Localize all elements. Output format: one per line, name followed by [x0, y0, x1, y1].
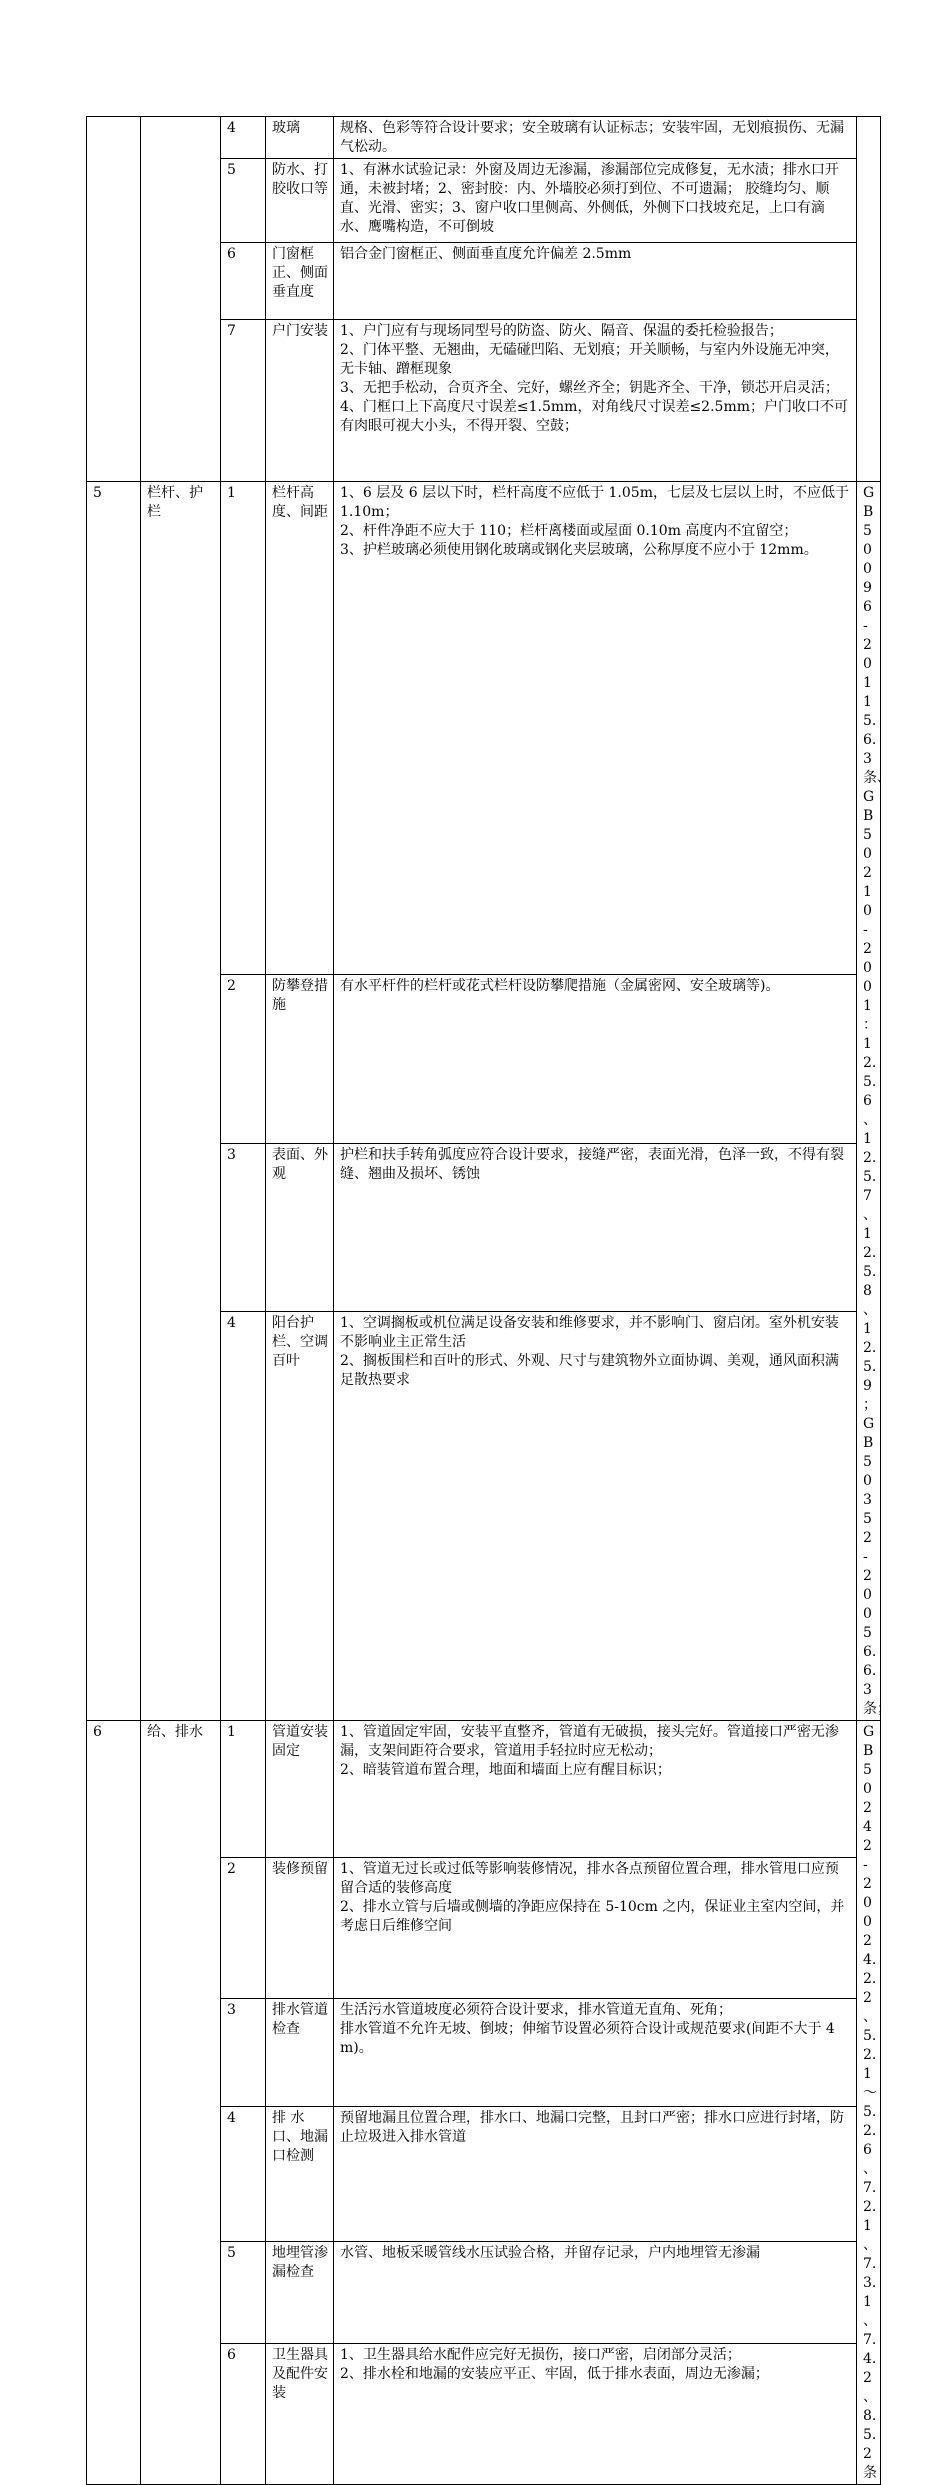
- standard-cell: [857, 117, 881, 482]
- sub-number-cell: 2: [221, 975, 266, 1143]
- sub-number-cell: 4: [221, 117, 266, 159]
- sub-number-cell: 5: [221, 159, 266, 243]
- sub-number-cell: 1: [221, 482, 266, 975]
- group-number-cell: 6: [87, 1721, 141, 2485]
- requirement-line: 1、管道固定牢固，安装平直整齐，管道有无破损，接头完好。管道接口严密无渗漏，支架间距符合要求，管道用手轻拉时应无松动；: [340, 1724, 839, 1759]
- requirement-cell: [334, 117, 857, 159]
- requirement-cell: [334, 482, 857, 975]
- requirement-line: 1、空调搁板或机位满足设备安装和维修要求，并不影响门、窗启闭。室外机安装不影响业主正常生活: [340, 1315, 839, 1350]
- requirement-line: 4、门框口上下高度尺寸误差≤1.5mm，对角线尺寸误差≤2.5mm；户门收口不可有肉眼可视大小头，不得开裂、空鼓；: [340, 399, 848, 434]
- requirement-line: 水管、地板采暖管线水压试验合格，并留存记录，户内地埋管无渗漏: [340, 2245, 760, 2262]
- item-name-cell: 门窗框正、侧面垂直度: [266, 243, 334, 320]
- item-name-cell: 户门安装: [266, 320, 334, 482]
- requirement-cell: [334, 975, 857, 1143]
- requirement-cell: [334, 2344, 857, 2485]
- requirement-line: 2、排水栓和地漏的安装应平正、牢固，低于排水表面，周边无渗漏；: [340, 2366, 769, 2383]
- item-name-cell: 地埋管渗漏检查: [266, 2242, 334, 2344]
- item-name-cell: 防水、打胶收口等: [266, 159, 334, 243]
- table-row: [87, 482, 881, 975]
- requirement-line: 2、门体平整、无翘曲，无磕碰凹陷、无划痕；开关顺畅，与室内外设施无冲突，无卡轴、蹭框现象: [340, 342, 839, 377]
- item-name-cell: 栏杆高度、间距: [266, 482, 334, 975]
- requirement-line: 1、管道无过长或过低等影响装修情况，排水各点预留位置合理，排水管甩口应预留合适的装修高度: [340, 1861, 839, 1897]
- item-name-cell: 卫生器具及配件安装: [266, 2344, 334, 2485]
- requirement-cell: [334, 320, 857, 482]
- requirement-line: 预留地漏且位置合理，排水口、地漏口完整，且封口严密；排水口应进行封堵，防止垃圾进入排水管道: [340, 2109, 844, 2145]
- requirement-cell: [334, 1143, 857, 1311]
- sub-number-cell: 2: [221, 1858, 266, 1999]
- item-name-cell: 防攀登措施: [266, 975, 334, 1143]
- sub-number-cell: 3: [221, 1143, 266, 1311]
- sub-number-cell: 1: [221, 1721, 266, 1858]
- item-name-cell: 排水管道检查: [266, 1999, 334, 2106]
- item-name-cell: 装修预留: [266, 1858, 334, 1999]
- item-name-cell: 阳台护栏、空调百叶: [266, 1312, 334, 1721]
- requirement-line: 生活污水管道坡度必须符合设计要求，排水管道无直角、死角；: [340, 2002, 732, 2019]
- requirement-line: 2、排水立管与后墙或侧墙的净距应保持在 5-10cm 之内，保证业主室内空间，并考虑日后维修空间: [340, 1899, 845, 1935]
- requirement-line: 1、6 层及 6 层以下时，栏杆高度不应低于 1.05m，七层及七层以上时，不应低于 1.10m；: [340, 485, 849, 520]
- item-name-cell: 玻璃: [266, 117, 334, 159]
- requirement-cell: [334, 1312, 857, 1721]
- requirement-line: 1、户门应有与现场同型号的防盗、防火、隔音、保温的委托检验报告；: [340, 323, 783, 339]
- inspection-table: [86, 116, 891, 2485]
- sub-number-cell: 6: [221, 243, 266, 320]
- item-name-cell: 表面、外观: [266, 1143, 334, 1311]
- group-number-cell: 5: [87, 482, 141, 1721]
- sub-number-cell: 7: [221, 320, 266, 482]
- requirement-line: 1、有淋水试验记录：外窗及周边无渗漏，渗漏部位完成修复，无水渍；排水口开通，未被封堵；2、密封胶：内、外墙胶必须打到位、不可遗漏； 胶缝均匀、顺直、光滑、密实；3、窗户收口里侧高、外侧低，外侧下口找坡充足，上口有滴水、鹰嘴构造，不可倒坡: [340, 162, 839, 235]
- requirement-cell: [334, 243, 857, 320]
- table-row: [87, 1721, 881, 1858]
- item-name-cell: 排 水口、地漏口检测: [266, 2106, 334, 2242]
- requirement-line: 有水平杆件的栏杆或花式栏杆设防攀爬措施（金属密网、安全玻璃等)。: [340, 978, 780, 995]
- requirement-cell: [334, 159, 857, 243]
- sub-number-cell: 3: [221, 1999, 266, 2106]
- requirement-line: 规格、色彩等符合设计要求；安全玻璃有认证标志；安装牢固，无划痕损伤、无漏气松动。: [340, 120, 844, 155]
- requirement-cell: [334, 2106, 857, 2242]
- sub-number-cell: 6: [221, 2344, 266, 2485]
- requirement-line: 护栏和扶手转角弧度应符合设计要求，接缝严密，表面光滑，色泽一致，不得有裂缝、翘曲及损坏、锈蚀: [340, 1146, 844, 1182]
- sub-number-cell: 5: [221, 2242, 266, 2344]
- requirement-line: 2、搁板围栏和百叶的形式、外观、尺寸与建筑物外立面协调、美观，通风面积满足散热要求: [340, 1353, 839, 1388]
- requirement-cell: [334, 2242, 857, 2344]
- requirement-line: 2、暗装管道布置合理，地面和墙面上应有醒目标识；: [340, 1762, 671, 1778]
- table-row: [87, 117, 881, 159]
- requirement-cell: [334, 1721, 857, 1858]
- group-name-cell: [141, 117, 221, 482]
- standard-cell: GB50242-2002 4.2.2 、5.2.1 ～ 5.2.6 、7.2.1 、7.3.1 、7.4.2 、8.5.2 条: [857, 1721, 881, 2485]
- sub-number-cell: 4: [221, 2106, 266, 2242]
- requirement-cell: [334, 1999, 857, 2106]
- group-name-cell: 给、排水: [141, 1721, 221, 2485]
- group-name-cell: 栏杆、护栏: [141, 482, 221, 1721]
- requirement-line: 1、卫生器具给水配件应完好无损伤，接口严密，启闭部分灵活；: [340, 2347, 741, 2364]
- requirement-line: 排水管道不允许无坡、倒坡；伸缩节设置必须符合设计或规范要求(间距不大于 4m)。: [340, 2021, 835, 2057]
- requirement-cell: [334, 1858, 857, 1999]
- sub-number-cell: 4: [221, 1312, 266, 1721]
- group-number-cell: [87, 117, 141, 482]
- standard-cell: GB50096-2011 5.6.3 条、GB50210-2001 ：12.5.6 、12.5.7 、12.5.8 、12.5.9 ；GB50352-2005 6.6.3 条；: [857, 482, 881, 1721]
- requirement-line: 3、无把手松动，合页齐全、完好，螺丝齐全；钥匙齐全、干净，锁芯开启灵活；: [340, 380, 839, 396]
- requirement-line: 3、护栏玻璃必须使用钢化玻璃或钢化夹层玻璃，公称厚度不应小于 12mm。: [340, 542, 818, 558]
- item-name-cell: 管道安装固定: [266, 1721, 334, 1858]
- requirement-line: 铝合金门窗框正、侧面垂直度允许偏差 2.5mm: [340, 246, 632, 262]
- requirement-line: 2、杆件净距不应大于 110；栏杆离楼面或屋面 0.10m 高度内不宜留空；: [340, 523, 798, 539]
